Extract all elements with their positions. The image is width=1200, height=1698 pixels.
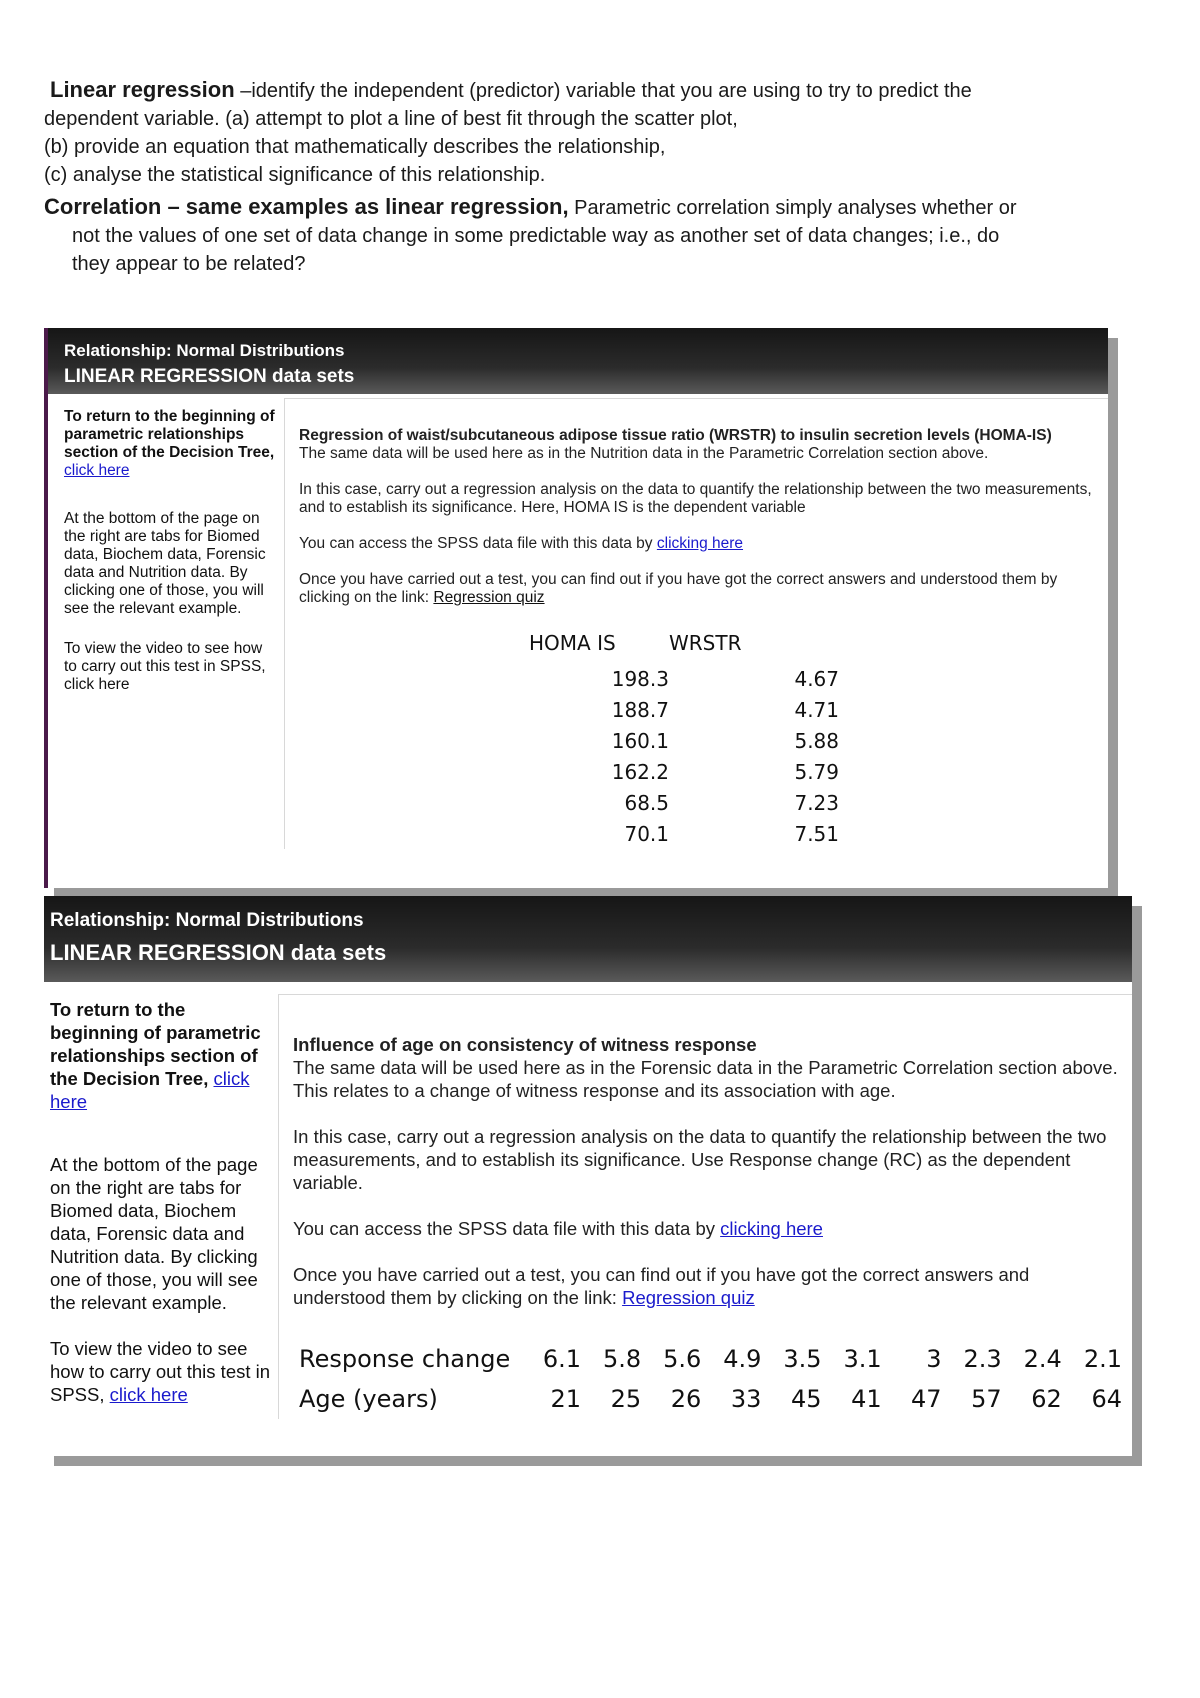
table-cell: 7.51: [794, 821, 839, 846]
return-instructions: [64, 408, 278, 480]
table-row: [529, 818, 839, 849]
linear-regression-text-2: dependent variable. (a) attempt to plot a line of best fit through the scatter plot,: [44, 108, 738, 130]
table-cell: 41: [851, 1384, 882, 1413]
table-cell: 25: [610, 1384, 642, 1413]
video-link[interactable]: click here: [64, 676, 130, 693]
dataset-title: Regression of waist/subcutaneous adipose tissue ratio (WRSTR) to insulin secretion levels (HOMA-IS): [299, 427, 1052, 444]
video-instructions: [50, 1337, 274, 1406]
return-link[interactable]: click here: [64, 462, 130, 479]
panel-sidebar: [44, 982, 278, 1419]
table-row: [299, 1379, 1122, 1419]
table-cell: 4.67: [794, 666, 839, 691]
table-cell: 57: [971, 1384, 1002, 1413]
regression-panel-forensic: [44, 896, 1132, 1456]
quiz-paragraph: [293, 1263, 1122, 1309]
spss-file-link[interactable]: clicking here: [720, 1218, 823, 1239]
table-row: [529, 725, 839, 756]
linear-regression-step-b: (b) provide an equation that mathematically describes the relationship,: [44, 136, 666, 158]
intro-text: [44, 76, 1144, 278]
video-instructions: [64, 640, 278, 694]
table-cell: 33: [730, 1384, 762, 1413]
linear-regression-text: –identify the independent (predictor) variable that you are using to try to predict the: [234, 80, 972, 102]
correlation-title: Correlation – same examples as linear regression,: [44, 194, 569, 219]
table-cell: 188.7: [611, 697, 669, 722]
panel-header-category: Relationship: Normal Distributions: [50, 910, 364, 931]
table-cell: 68.5: [624, 790, 669, 815]
table-cell: 47: [910, 1384, 942, 1413]
table-cell: 2.1: [1083, 1344, 1122, 1373]
video-text: To view the video to see how to carry out this test in SPSS,: [50, 1338, 271, 1405]
table-cell: 3.1: [843, 1344, 882, 1373]
panel-header-title: LINEAR REGRESSION data sets: [50, 940, 387, 965]
panel-body: [44, 982, 1132, 1419]
table-cell: 4.71: [794, 697, 839, 722]
linear-regression-step-c: (c) analyse the statistical significance of this relationship.: [44, 164, 546, 186]
table-cell: 26: [670, 1384, 702, 1413]
regression-quiz-link[interactable]: Regression quiz: [433, 589, 545, 606]
spss-file-text: You can access the SPSS data file with this data by: [293, 1218, 721, 1239]
dataset-title: Influence of age on consistency of witness response: [293, 1034, 757, 1055]
spss-file-paragraph: [293, 1217, 1122, 1240]
table-cell: 2.4: [1023, 1344, 1062, 1373]
correlation-text-3: they appear to be related?: [72, 253, 306, 275]
spss-file-text: You can access the SPSS data file with this data by: [299, 535, 657, 552]
dataset-description: The same data will be used here as in the Forensic data in the Parametric Correlation section above. This relates to a change of witness response and its association with age.: [293, 1057, 1118, 1101]
homa-wrstr-table: [529, 629, 839, 849]
video-link[interactable]: click here: [109, 1384, 188, 1405]
table-row: [529, 663, 839, 694]
table-cell: 3: [926, 1344, 942, 1373]
response-age-table: [299, 1339, 1122, 1419]
table-row: [299, 1339, 1122, 1379]
quiz-paragraph: [299, 571, 1094, 607]
tabs-instructions: At the bottom of the page on the right are tabs for Biomed data, Biochem data, Forensic data and Nutrition data. By clicking one of those, you will see the relevant example.: [50, 1154, 258, 1313]
regression-quiz-link[interactable]: Regression quiz: [622, 1287, 755, 1308]
table-cell: 45: [791, 1384, 822, 1413]
table-cell: 4.9: [723, 1344, 762, 1373]
video-text: To view the video to see how to carry out this test in SPSS,: [64, 640, 266, 675]
dataset-task: In this case, carry out a regression analysis on the data to quantify the relationship between the two measurements, and to establish its significance. Here, HOMA IS is the dependent variable: [299, 481, 1092, 516]
return-link[interactable]: click here: [50, 1068, 250, 1112]
return-text: To return to the beginning of parametric relationships section of the Decision Tree,: [50, 999, 261, 1089]
table-cell: 162.2: [611, 759, 669, 784]
column-header-wrstr: WRSTR: [669, 631, 742, 655]
dataset-task: In this case, carry out a regression analysis on the data to quantify the relationship between the two measurements, and to establish its significance. Use Response change (RC) as the dependent variable.: [293, 1126, 1107, 1193]
table-cell: 198.3: [611, 666, 669, 691]
table-cell: 5.6: [663, 1344, 702, 1373]
table-cell: 160.1: [611, 728, 669, 753]
correlation-paragraph: [44, 193, 1144, 222]
table-cell: 21: [550, 1384, 581, 1413]
panel-content: [278, 994, 1132, 1419]
correlation-text-2: not the values of one set of data change in some predictable way as another set of data changes; i.e., do: [72, 225, 1000, 247]
table-cell: 62: [1031, 1384, 1062, 1413]
table-cell: 2.3: [963, 1344, 1002, 1373]
return-instructions: [50, 998, 274, 1113]
panel-content: [284, 398, 1108, 849]
table-cell: 3.5: [783, 1344, 822, 1373]
panel-header-category: Relationship: Normal Distributions: [64, 341, 345, 360]
table-cell: 5.8: [602, 1344, 642, 1373]
spss-file-paragraph: [299, 535, 1094, 553]
return-text: To return to the beginning of parametric relationships section of the Decision Tree,: [64, 408, 275, 461]
table-cell: 64: [1091, 1384, 1122, 1413]
row-label-age: Age (years): [299, 1384, 438, 1413]
panel-header: [48, 328, 1108, 394]
tabs-instructions: At the bottom of the page on the right are tabs for Biomed data, Biochem data, Forensic data and Nutrition data. By clicking one of those, you will see the relevant example.: [64, 510, 266, 617]
panel-header-title: LINEAR REGRESSION data sets: [64, 366, 355, 387]
panel-sidebar: [48, 394, 284, 849]
linear-regression-paragraph: [44, 76, 1144, 105]
table-cell: 70.1: [624, 821, 669, 846]
panel-header: [44, 896, 1132, 982]
table-cell: 7.23: [794, 790, 839, 815]
spss-file-link[interactable]: clicking here: [656, 535, 744, 552]
linear-regression-title: Linear regression: [50, 77, 235, 102]
row-label-response-change: Response change: [299, 1344, 511, 1373]
column-header-homa-is: HOMA IS: [529, 631, 616, 655]
regression-panel-nutrition: [44, 328, 1108, 888]
table-row: [529, 694, 839, 725]
table-cell: 5.88: [794, 728, 839, 753]
correlation-text: Parametric correlation simply analyses whether or: [568, 197, 1017, 219]
table-cell: 6.1: [542, 1344, 581, 1373]
quiz-text: Once you have carried out a test, you can find out if you have got the correct answers and understood them by clicking on the link:: [299, 571, 1058, 606]
table-cell: 5.79: [794, 759, 839, 784]
table-row: [529, 756, 839, 787]
panel-body: [48, 394, 1108, 849]
table-row: [529, 787, 839, 818]
quiz-text: Once you have carried out a test, you can find out if you have got the correct answers and understood them by clicking on the link:: [293, 1264, 1030, 1308]
dataset-description: The same data will be used here as in the Nutrition data in the Parametric Correlation section above.: [299, 445, 989, 462]
